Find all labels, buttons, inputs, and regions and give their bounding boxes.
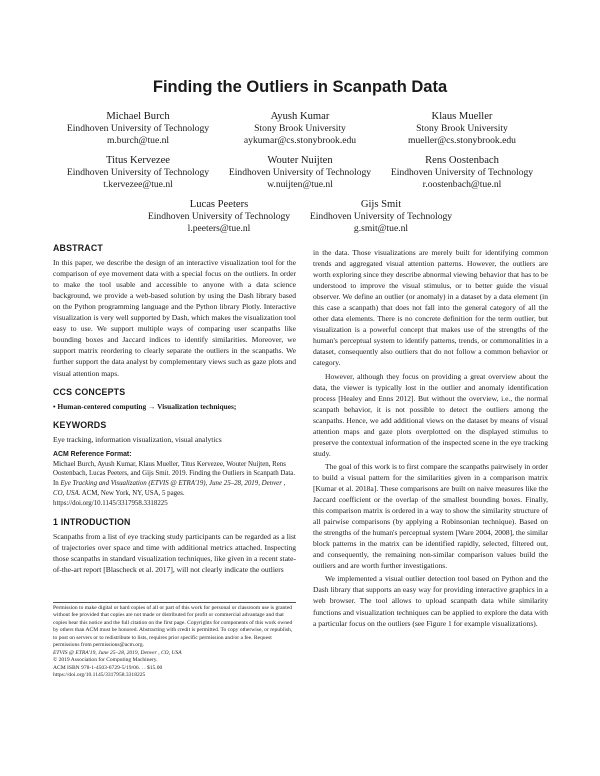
copyright-line: © 2019 Association for Computing Machinery.	[53, 657, 158, 664]
author-name: Gijs Smit	[360, 199, 402, 210]
reference-format-heading: ACM Reference Format:	[53, 450, 132, 458]
paragraph: in the data. Those visualizations are merely built for identifying common trends and aggregated visual attention patterns. However, the outliers are worth exploring since they describe abnormal viewing behavior that has to be understood to improve the visual stimulus, or to better guide the visual observer. We define an outlier (or anomaly) in a dataset by a data element (in this case a scanpath) that does not fall into the general category of all the other data elements. There is no concrete definition for the term outlier, but visualization is a powerful concept that makes use of the strengths of the human's perceptual system to identify patterns, trends, or commonalities in a dataset, consequently also outliers that do not follow a common behavior or category.	[313, 248, 548, 368]
author-block	[48, 111, 228, 148]
keywords-heading: KEYWORDS	[53, 419, 107, 430]
left-column	[53, 243, 296, 575]
author-block	[210, 111, 390, 148]
footnote-rule	[53, 602, 296, 603]
author-block	[48, 155, 228, 192]
author-affiliation: Stony Brook University	[254, 123, 346, 135]
author-email: aykumar@cs.stonybrook.edu	[243, 135, 357, 147]
author-block	[210, 155, 390, 192]
paper-title: Finding the Outliers in Scanpath Data	[152, 78, 448, 96]
author-block	[291, 199, 471, 236]
permission-venue: ETVIS @ ETRA'19, June 25–28, 2019, Denver , CO, USA	[53, 649, 182, 656]
author-block	[372, 111, 552, 148]
author-affiliation: Eindhoven University of Technology	[228, 167, 372, 179]
permission-block	[53, 602, 296, 680]
reference-text: Michael Burch, Ayush Kumar, Klaus Mueller, Titus Kervezee, Wouter Nuijten, Rens Oostenbach, Lucas Peeters, and Gijs Smit. 2019. Finding the Outliers in Scanpath Data. In	[53, 460, 296, 488]
author-name: Michael Burch	[106, 111, 170, 122]
permission-notice: Permission to make digital or hard copies of all or part of this work for personal or classroom use is granted without fee provided that copies are not made or distributed for profit or commercial advantage and that copies bear this notice and the full citation on the first page. Copyrights for components of this work owned by others than ACM must be honored. Abstracting with credit is permitted. To copy otherwise, or republish, to post on servers or to redistribute to lists, requires prior specific permission and/or a fee. Request permissions from permissions@acm.org.	[53, 605, 293, 649]
author-affiliation: Eindhoven University of Technology	[66, 167, 210, 179]
reference-format	[53, 450, 296, 509]
author-email: w.nuijten@tue.nl	[267, 179, 333, 191]
author-affiliation: Eindhoven University of Technology	[309, 211, 453, 223]
doi-line: https://doi.org/10.1145/3317958.3318225	[53, 672, 146, 679]
author-block	[372, 155, 552, 192]
author-name: Titus Kervezee	[105, 155, 171, 166]
author-block	[129, 199, 309, 236]
isbn-line: ACM ISBN 978-1-4503-6729-5/19/06. . . $15.00	[53, 664, 163, 671]
ccs-heading: CCS CONCEPTS	[53, 386, 126, 397]
author-affiliation: Stony Brook University	[416, 123, 508, 135]
reference-tail: ACM, New York, NY, USA, 5 pages. https://doi.org/10.1145/3317958.3318225	[53, 489, 185, 507]
author-name: Wouter Nuijten	[267, 155, 333, 166]
right-column	[313, 247, 548, 629]
keywords-text: Eye tracking, information visualization, visual analytics	[53, 434, 222, 444]
author-email: m.burch@tue.nl	[106, 135, 170, 147]
author-affiliation: Eindhoven University of Technology	[66, 123, 210, 135]
paragraph: The goal of this work is to first compare the scanpaths pairwisely in order to build a visual pattern for the similarities given in a comparison matrix [Kumar et al. 2018a]. These comparisons are built on naive measures like the Jaccard coefficient or the overlap of the smallest bounding boxes. Finally, this comparison matrix is ordered in a way to show the similarity structure of all pairwise comparisons (by applying a Robinsonian technique). Based on the strengths of the human's perceptual system [Ware 2004, 2008], the similar block patterns in the matrix can be identified rapidly, selected, filtered out, and consequently, the remaining non-similar comparison values build the outliers and are worth further investigations.	[313, 461, 548, 571]
abstract-heading: ABSTRACT	[53, 243, 103, 253]
author-affiliation: Eindhoven University of Technology	[147, 211, 291, 223]
abstract-text: In this paper, we describe the design of an interactive visualization tool for the comparison of eye movement data with a special focus on the outliers. In order to make the tool usable and accessible to anyone with a data science background, we provide a web-based solution by using the Dash library based on the Python programming language and the Python library Plotly. Interactive visualization is very well supported by Dash, which makes the visualization tool easy to use. We support multiple ways of comparing user scanpaths like bounding boxes and Jaccard indices to identify similarities. Moreover, we support matrix reordering to clearly separate the outliers in the scanpaths. We further support the data analyst by complementary views such as gaze plots and visual attention maps.	[53, 258, 296, 378]
author-name: Klaus Mueller	[431, 111, 493, 122]
introduction-heading: 1 INTRODUCTION	[53, 516, 131, 527]
author-email: r.oostenbach@tue.nl	[422, 179, 502, 191]
reference-venue: Eye Tracking and Visualization (ETVIS @ ETRA'19), June 25–28, 2019, Denver , CO, USA.	[53, 480, 286, 497]
author-email: mueller@cs.stonybrook.edu	[408, 135, 516, 147]
paragraph: We implemented a visual outlier detection tool based on Python and the Dash library that supports an easy way for providing interactive graphics in a web browser. The tool allows to upload scanpath data while similarity functions and visualization techniques can be applied to explore the data with a particular focus on the outliers (see Figure 1 for example visualizations).	[313, 574, 548, 628]
author-email: g.smit@tue.nl	[353, 223, 409, 235]
author-name: Ayush Kumar	[270, 111, 330, 122]
author-email: t.kervezee@tue.nl	[103, 179, 173, 191]
paragraph: However, although they focus on providing a great overview about the data, the viewer is typically lost in the outlier and anomaly identification process [Healey and Enns 2012]. But without the overview, i.e., the normal scanpath behavior, it is not possible to detect the outliers among the scanpaths. Hence, we add additional views on the dataset by means of visual attention maps and gaze plots overplotted on the displayed stimulus to preserve the contextual information of the inspected scene in the eye tracking study.	[313, 371, 548, 458]
author-name: Rens Oostenbach	[425, 155, 499, 166]
author-email: l.peeters@tue.nl	[187, 223, 251, 235]
ccs-concepts: • Human-centered computing → Visualization techniques;	[53, 401, 237, 411]
author-affiliation: Eindhoven University of Technology	[390, 167, 534, 179]
author-name: Lucas Peeters	[189, 199, 249, 210]
introduction-text: Scanpaths from a list of eye tracking study participants can be regarded as a list of trajectories over space and time with additional metrics attached. Inspecting those scanpaths in standard visualization techniques, like given in a recent state-of-the-art report [Blascheck et al. 2017], will not clearly indicate the outliers	[53, 531, 296, 574]
